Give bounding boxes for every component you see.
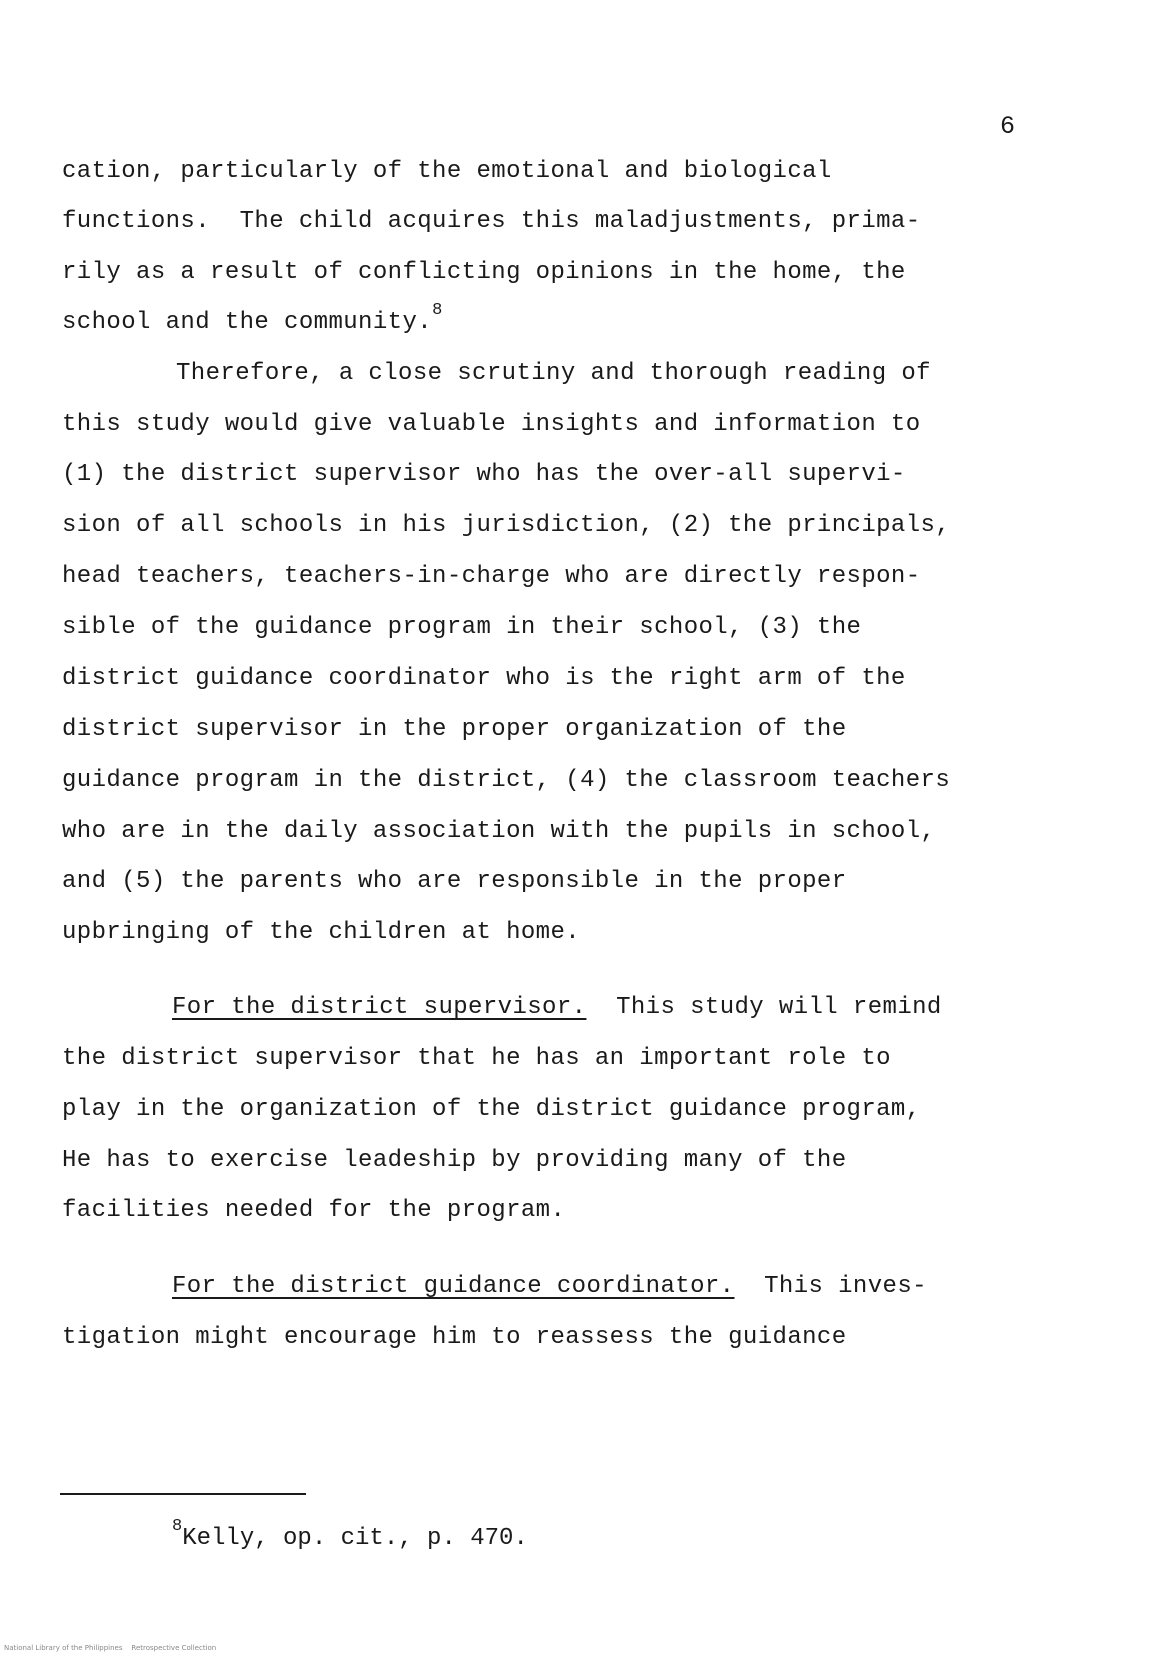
body-line: He has to exercise leadeship by providing many of the (62, 1147, 847, 1174)
body-line-text: This inves- (734, 1273, 927, 1300)
body-line: guidance program in the district, (4) the classroom teachers (62, 767, 951, 794)
body-line-text: school and the community. (62, 309, 433, 336)
page-number: 6 (1000, 112, 1016, 141)
footnote-reference: 8 (432, 301, 443, 320)
section-heading: For the district guidance coordinator. (172, 1273, 735, 1300)
body-line: Therefore, a close scrutiny and thorough reading of (176, 360, 931, 387)
section-first-line (172, 994, 942, 1021)
body-line: head teachers, teachers-in-charge who are directly respon- (62, 563, 921, 590)
body-line: rily as a result of conflicting opinions in the home, the (62, 259, 906, 286)
footnote-marker: 8 (172, 1517, 183, 1536)
body-line: district supervisor in the proper organization of the (62, 716, 847, 743)
body-line: tigation might encourage him to reassess the guidance (62, 1324, 847, 1351)
body-line: (1) the district supervisor who has the over-all supervi- (62, 461, 906, 488)
section-first-line (172, 1273, 927, 1300)
footer-credit: National Library of the Philippines Retrospective Collection (4, 1644, 217, 1652)
body-line: facilities needed for the program. (62, 1197, 566, 1224)
body-line: sible of the guidance program in their school, (3) the (62, 614, 862, 641)
body-line: and (5) the parents who are responsible in the proper (62, 868, 847, 895)
body-line: who are in the daily association with the pupils in school, (62, 818, 936, 845)
body-line: cation, particularly of the emotional and biological (62, 158, 832, 185)
body-line: functions. The child acquires this maladjustments, prima- (62, 208, 921, 235)
body-line: play in the organization of the district guidance program, (62, 1096, 921, 1123)
footnote (172, 1517, 528, 1552)
footnote-rule (60, 1493, 306, 1495)
body-line: upbringing of the children at home. (62, 919, 581, 946)
body-line: this study would give valuable insights and information to (62, 411, 921, 438)
body-line: district guidance coordinator who is the right arm of the (62, 665, 906, 692)
body-line-text: This study will remind (586, 994, 942, 1021)
footnote-text: Kelly, op. cit., p. 470. (182, 1525, 528, 1552)
body-line: sion of all schools in his jurisdiction, (2) the principals, (62, 512, 951, 539)
body-line: the district supervisor that he has an important role to (62, 1045, 891, 1072)
section-heading: For the district supervisor. (172, 994, 587, 1021)
body-line (62, 301, 443, 336)
